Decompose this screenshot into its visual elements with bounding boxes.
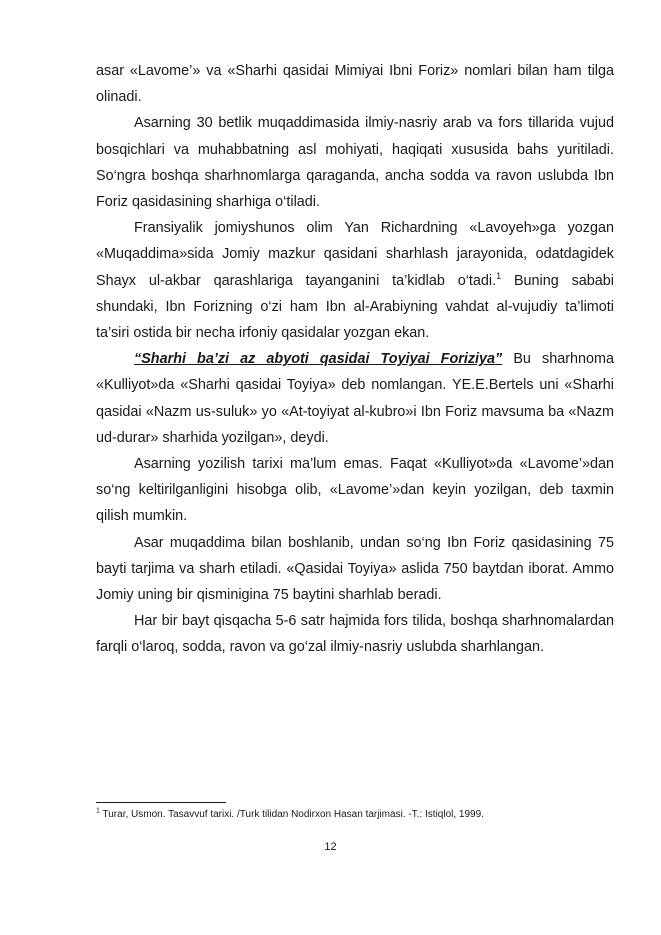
footnote-separator [96,802,226,803]
paragraph-toyiya-commentary [96,346,614,451]
richardson-text-before: Fransiyalik jomiyshunos olim Yan Richardning «Lavoyeh»ga yozgan «Muqaddima»sida Jomiy mazkur qasidani sharhlash jarayonida, odatdagidek Shayx ul-akbar qarashlariga tayanganini ta’kidlab o‘tadi. [96,220,614,289]
paragraph-writing-history: Asarning yozilish tarixi ma’lum emas. Faqat «Kulliyot»da «Lavome’»dan so‘ng keltirilganligini hisobga olib, «Lavome’»dan keyin yozilgan, deb taxmin qilish mumkin. [96,456,614,525]
footnote [96,808,614,822]
paragraph-muqaddima: Asarning 30 betlik muqaddimasida ilmiy-nasriy arab va fors tillarida vujud bosqichlari va muhabbatning asl mohiyati, haqiqati xususida bahs yuritiladi. So‘ngra boshqa sharhnomlarga qaraganda, ancha sodda va ravon uslubda Ibn Foriz qasidasining sharhiga o‘tiladi. [96,115,614,211]
paragraph-style: Har bir bayt qisqacha 5-6 satr hajmida fors tilida, boshqa sharhnomalardan farqli o‘laroq, sodda, ravon va go‘zal ilmiy-nasriy uslubda sharhlangan. [96,613,614,656]
document-body [96,58,614,661]
paragraph-richardson [96,215,614,346]
richardson-text-after: Buning sababi shundaki, Ibn Forizning o‘zi ham Ibn al-Arabiyning vahdat al-vujudiy ta’limoti ta’siri ostida bir necha irfoniy qasidalar yozgan ekan. [96,272,614,342]
page-number: 12 [324,841,337,853]
toyiya-body-text: Bu sharhnoma «Kulliyot»da «Sharhi qasidai Toyiya» deb nomlangan. YE.E.Bertels uni «Sharhi qasidai «Nazm us-suluk» yo «At-toyiyat al-kubro»i Ibn Foriz mavsuma ba «Nazm ud-durar» sharhida yozilgan», deydi. [96,351,615,446]
work-title: “Sharhi ba’zi az abyoti qasidai Toyiyai Foriziya” [134,351,503,368]
paragraph-lavome-titles: asar «Lavome’» va «Sharhi qasidai Mimiyai Ibni Foriz» nomlari bilan ham tilga olinadi. [96,63,614,106]
footnote-reference[interactable]: 1 [496,270,502,281]
paragraph-structure: Asar muqaddima bilan boshlanib, undan so‘ng Ibn Foriz qasidasining 75 bayti tarjima va sharh etiladi. «Qasidai Toyiya» aslida 750 baytdan iborat. Ammo Jomiy uning bir qisminigina 75 baytini sharhlab beradi. [96,534,614,604]
footnote-text: Turar, Usmon. Tasavvuf tarixi. /Turk tilidan Nodirxon Hasan tarjimasi. -T.: Istiqlol, 1999. [99,809,484,820]
footnote-marker: 1 [96,807,100,815]
